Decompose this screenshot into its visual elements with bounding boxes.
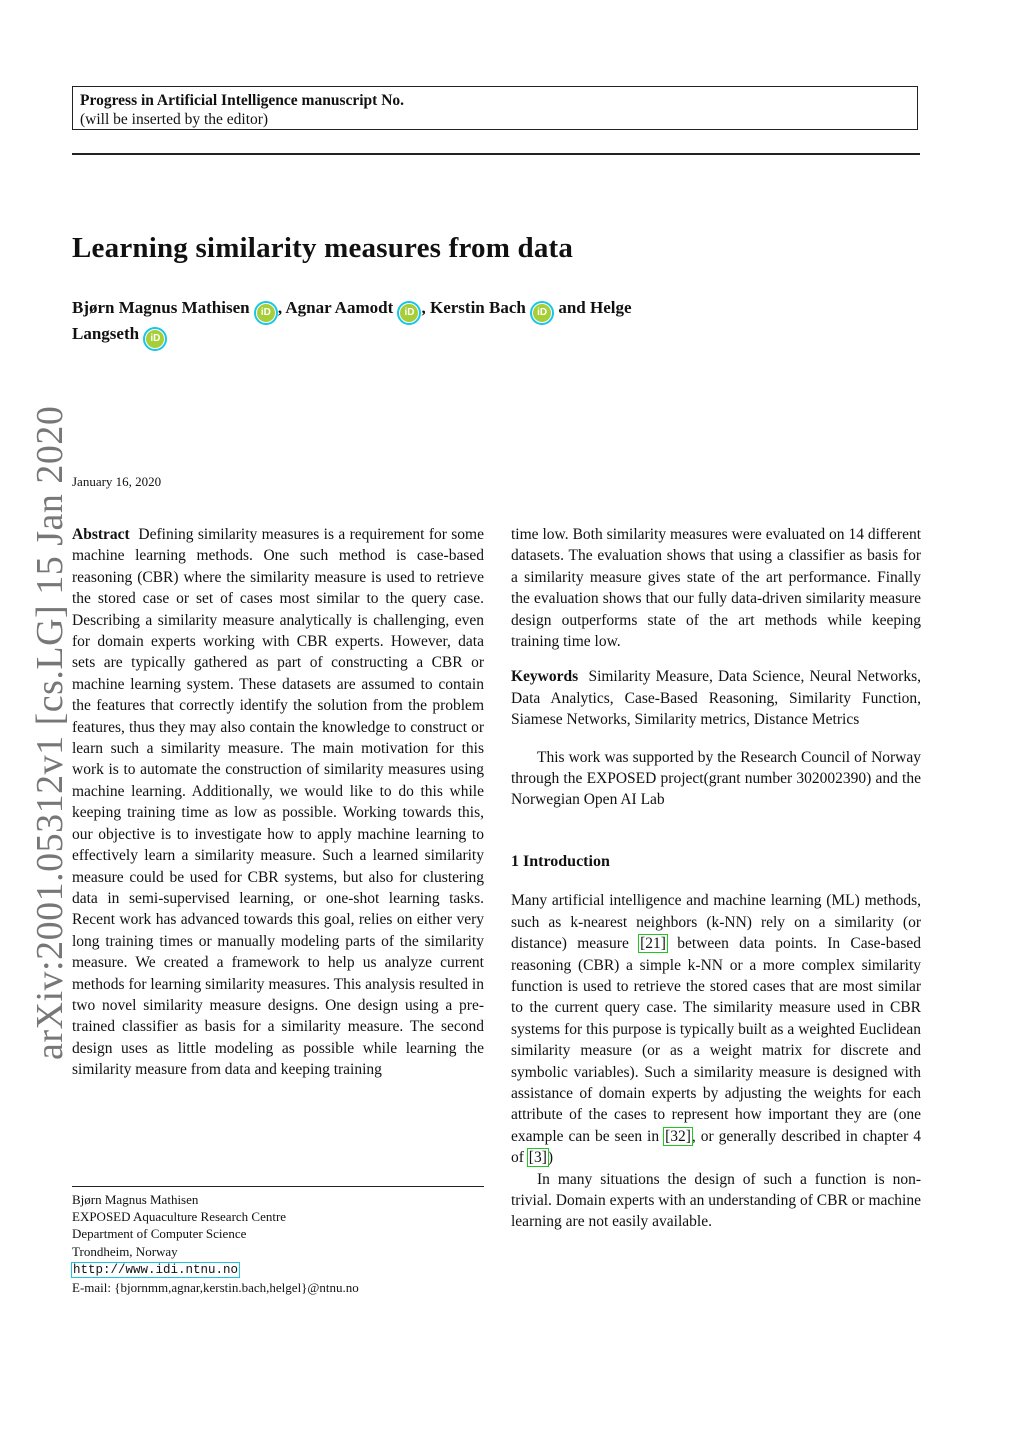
abstract-continuation: time low. Both similarity measures were evaluated on 14 different datasets. The evaluation shows that using a classifier as basis for a similarity measure gives state of the art performance. Finally the evaluation shows that our fully data-driven similarity measure design outperforms state of the art methods while keeping training time low.	[511, 526, 921, 651]
footnote-name: Bjørn Magnus Mathisen	[72, 1192, 199, 1207]
author-3: , Kerstin Bach	[421, 298, 526, 317]
footnote-org: EXPOSED Aquaculture Research Centre	[72, 1209, 287, 1225]
left-column	[72, 524, 484, 1081]
footnote-dept: Department of Computer Science	[72, 1226, 247, 1242]
abstract-text: Defining similarity measures is a requirement for some machine learning methods. One such method is case-based reasoning (CBR) where the similarity measure is used to retrieve the stored case or set of cases most similar to the query case. Describing a similarity measure analytically is challenging, even for domain experts working with CBR experts. However, data sets are typically gathered as part of constructing a CBR or machine learning system. These datasets are assumed to contain the features that correctly identify the solution from the problem features, thus they may also contain the knowledge to construct or learn such a similarity measure. The main motivation for this work is to automate the construction of similarity measures using machine learning. Additionally, we would like to do this while keeping training time as low as possible. Working towards this, our objective is to investigate how to apply machine learning to effectively learn a similarity measure. Such a learned similarity measure could be used for CBR systems, but also for clustering data in semi-supervised learning, or one-shot learning tasks. Recent work has advanced towards this goal, relies on either very long training times or manually modeling parts of the similarity measure. We created a framework to help us analyze current methods for learning similarity measures. This analysis resulted in two novel similarity measure designs. One design using a pre-trained classifier as basis for a similarity measure. The second design uses as little modeling as possible while learning the similarity measure from data and keeping training	[72, 526, 484, 1079]
editor-note: (will be inserted by the editor)	[80, 111, 269, 128]
author-1: Bjørn Magnus Mathisen	[72, 298, 250, 317]
keywords	[511, 666, 921, 730]
paper-title: Learning similarity measures from data	[72, 232, 574, 264]
citation-link-21[interactable]: [21]	[640, 935, 666, 953]
intro-text: Many artificial intelligence and machine learning (ML) methods, such as k-nearest neighbors (k-NN) rely on a similarity (or distance) measure	[511, 892, 921, 953]
citation-link-3[interactable]: [3]	[528, 1149, 547, 1167]
orcid-icon[interactable]: iD	[146, 330, 164, 348]
intro-paragraph-1	[511, 890, 921, 1168]
affiliation-footnote	[72, 1191, 492, 1296]
journal-line: Progress in Artificial Intelligence manuscript No.	[80, 92, 405, 109]
header-rule	[72, 153, 920, 155]
abstract	[72, 524, 484, 1081]
abstract-label: Abstract	[72, 526, 130, 543]
author-2: , Agnar Aamodt	[277, 298, 394, 317]
intro-text: , or generally described in chapter 4 of	[511, 1127, 921, 1167]
citation-link-32[interactable]: [32]	[665, 1127, 691, 1145]
arxiv-stamp: arXiv:2001.05312v1 [cs.LG] 15 Jan 2020	[29, 405, 71, 1060]
intro-text: between data points. In Case-based reasoning (CBR) a simple k-NN or a more complex similarity function is used to retrieve the stored cases that are most similar to the current query case. The similarity measure used in CBR systems for this purpose is typically built as a weighted Euclidean similarity measure (or as a weight matrix for discrete and symbolic variables). Such a similarity measure is designed with assistance of domain experts by adjusting the weights for each attribute of the cases to represent how important they are (one example can be seen in	[511, 935, 921, 1145]
keywords-label: Keywords	[511, 668, 579, 686]
orcid-icon[interactable]: iD	[533, 304, 551, 322]
intro-paragraph-2: In many situations the design of such a function is non-trivial. Domain experts with an understanding of CBR or machine learning are not easily available.	[511, 1170, 921, 1231]
author-4-prefix: and Helge	[554, 298, 632, 317]
intro-text: )	[547, 1149, 554, 1167]
orcid-icon[interactable]: iD	[257, 304, 275, 322]
paper-date: January 16, 2020	[72, 474, 162, 489]
author-4: Langseth	[72, 324, 140, 343]
section-heading-introduction: 1 Introduction	[511, 852, 610, 870]
funding-note: This work was supported by the Research Council of Norway through the EXPOSED project(grant number 302002390) and the Norwegian Open AI Lab	[511, 748, 921, 809]
right-column	[511, 524, 921, 1233]
footnote-city: Trondheim, Norway	[72, 1243, 178, 1259]
footnote-rule	[72, 1186, 484, 1187]
author-list	[72, 296, 792, 348]
keywords-text: Similarity Measure, Data Science, Neural Networks, Data Analytics, Case-Based Reasoning, Similarity Function, Siamese Networks, Similarity metrics, Distance Metrics	[511, 668, 922, 729]
footnote-url-link[interactable]: http://www.idi.ntnu.no	[73, 1262, 239, 1277]
orcid-icon[interactable]: iD	[400, 304, 418, 322]
manuscript-header-box	[72, 86, 918, 130]
footnote-email: E-mail: {bjornmm,agnar,kerstin.bach,helgel}@ntnu.no	[72, 1280, 359, 1296]
